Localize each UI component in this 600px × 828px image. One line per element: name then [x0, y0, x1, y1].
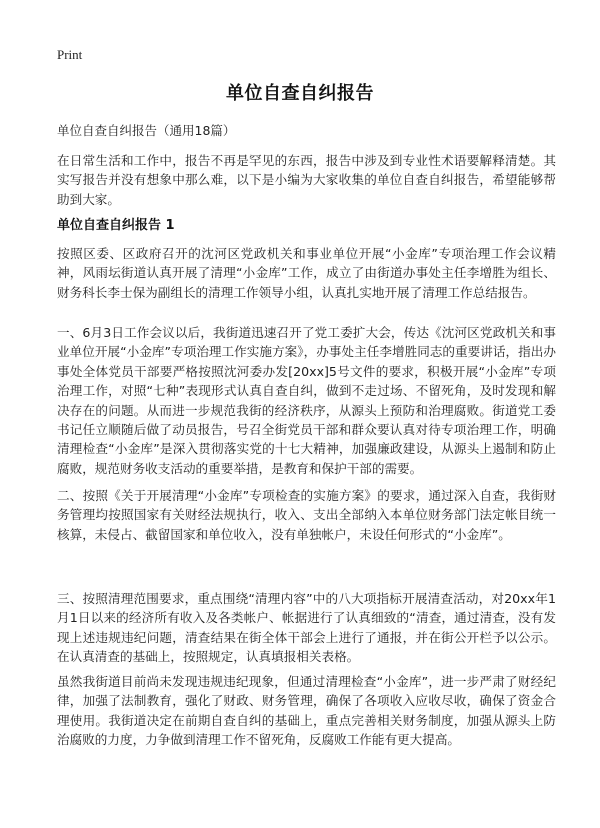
body-paragraph-4: 三、按照清理范围要求，重点围绕“清理内容”中的八大项指标开展清查活动，对20xx年1月1日以来的经济所有收入及各类帐户、帐据进行了认真细致的“清查，通过清查，没有发现上述违规违纪问题，清查结果在街全体干部会上进行了通报，并在街公开栏予以公示。在认真清查的基础上，按照规定，认真填报相关表格。 — [57, 591, 556, 665]
document-subtitle: 单位自查自纠报告（通用18篇） — [57, 123, 236, 138]
intro-paragraph: 在日常生活和工作中，报告不再是罕见的东西，报告中涉及到专业性术语要解释清楚。其实写报告并没有想象中那么难，以下是小编为大家收集的单位自查自纠报告，希望能够帮助到大家。 — [57, 153, 556, 207]
body-paragraph-3: 二、按照《关于开展清理“小金库”专项检查的实施方案》的要求，通过深入自查，我街财务管理均按照国家有关财经法规执行，收入、支出全部纳入本单位财务部门法定帐目统一核算，未侵占、截留国家和单位收入，没有单独帐户，未设任何形式的“小金库”。 — [57, 488, 556, 542]
section-heading: 单位自查自纠报告 1 — [57, 218, 175, 233]
page-title: 单位自查自纠报告 — [226, 83, 374, 104]
body-paragraph-1: 按照区委、区政府召开的沈河区党政机关和事业单位开展“小金库”专项治理工作会议精神，风雨坛街道认真开展了清理“小金库”工作，成立了由街道办事处主任李增胜为组长、财务科长李士保为副组长的清理工作领导小组，认真扎实地开展了清理工作总结报告。 — [57, 246, 556, 300]
body-paragraph-2: 一、6月3日工作会议以后，我街道迅速召开了党工委扩大会，传达《沈河区党政机关和事业单位开展“小金库”专项治理工作实施方案》，办事处主任李增胜同志的重要讲话，指出办事处全体党员干部要严格按照沈河委办发[20xx]5号文件的要求，积极开展“小金库”专项治理工作，对照“七种”表现形式认真自查自纠，做到不走过场、不留死角，及时发现和解决存在的问题。从而进一步规范我街的经济秩序，从源头上预防和治理腐败。街道党工委书记任立顺随后做了动员报告，号召全街党员干部和群众要认真对待专项治理工作，明确清理检查“小金库”是深入贯彻落实党的十七大精神，加强廉政建设，从源头上遏制和防止腐败，规范财务收支活动的重要举措，是教育和保护干部的需要。 — [57, 325, 556, 476]
body-paragraph-5: 虽然我街道目前尚未发现违规违纪现象，但通过清理检查“小金库”，进一步严肃了财经纪律，加强了法制教育，强化了财政、财务管理，确保了各项收入应收尽收，确保了资金合理使用。我街道决定在前期自查自纠的基础上，重点完善相关财务制度，加强从源头上防治腐败的力度，力争做到清理工作不留死角，反腐败工作能有更大提高。 — [57, 674, 556, 748]
print-link[interactable]: Print — [57, 47, 83, 62]
